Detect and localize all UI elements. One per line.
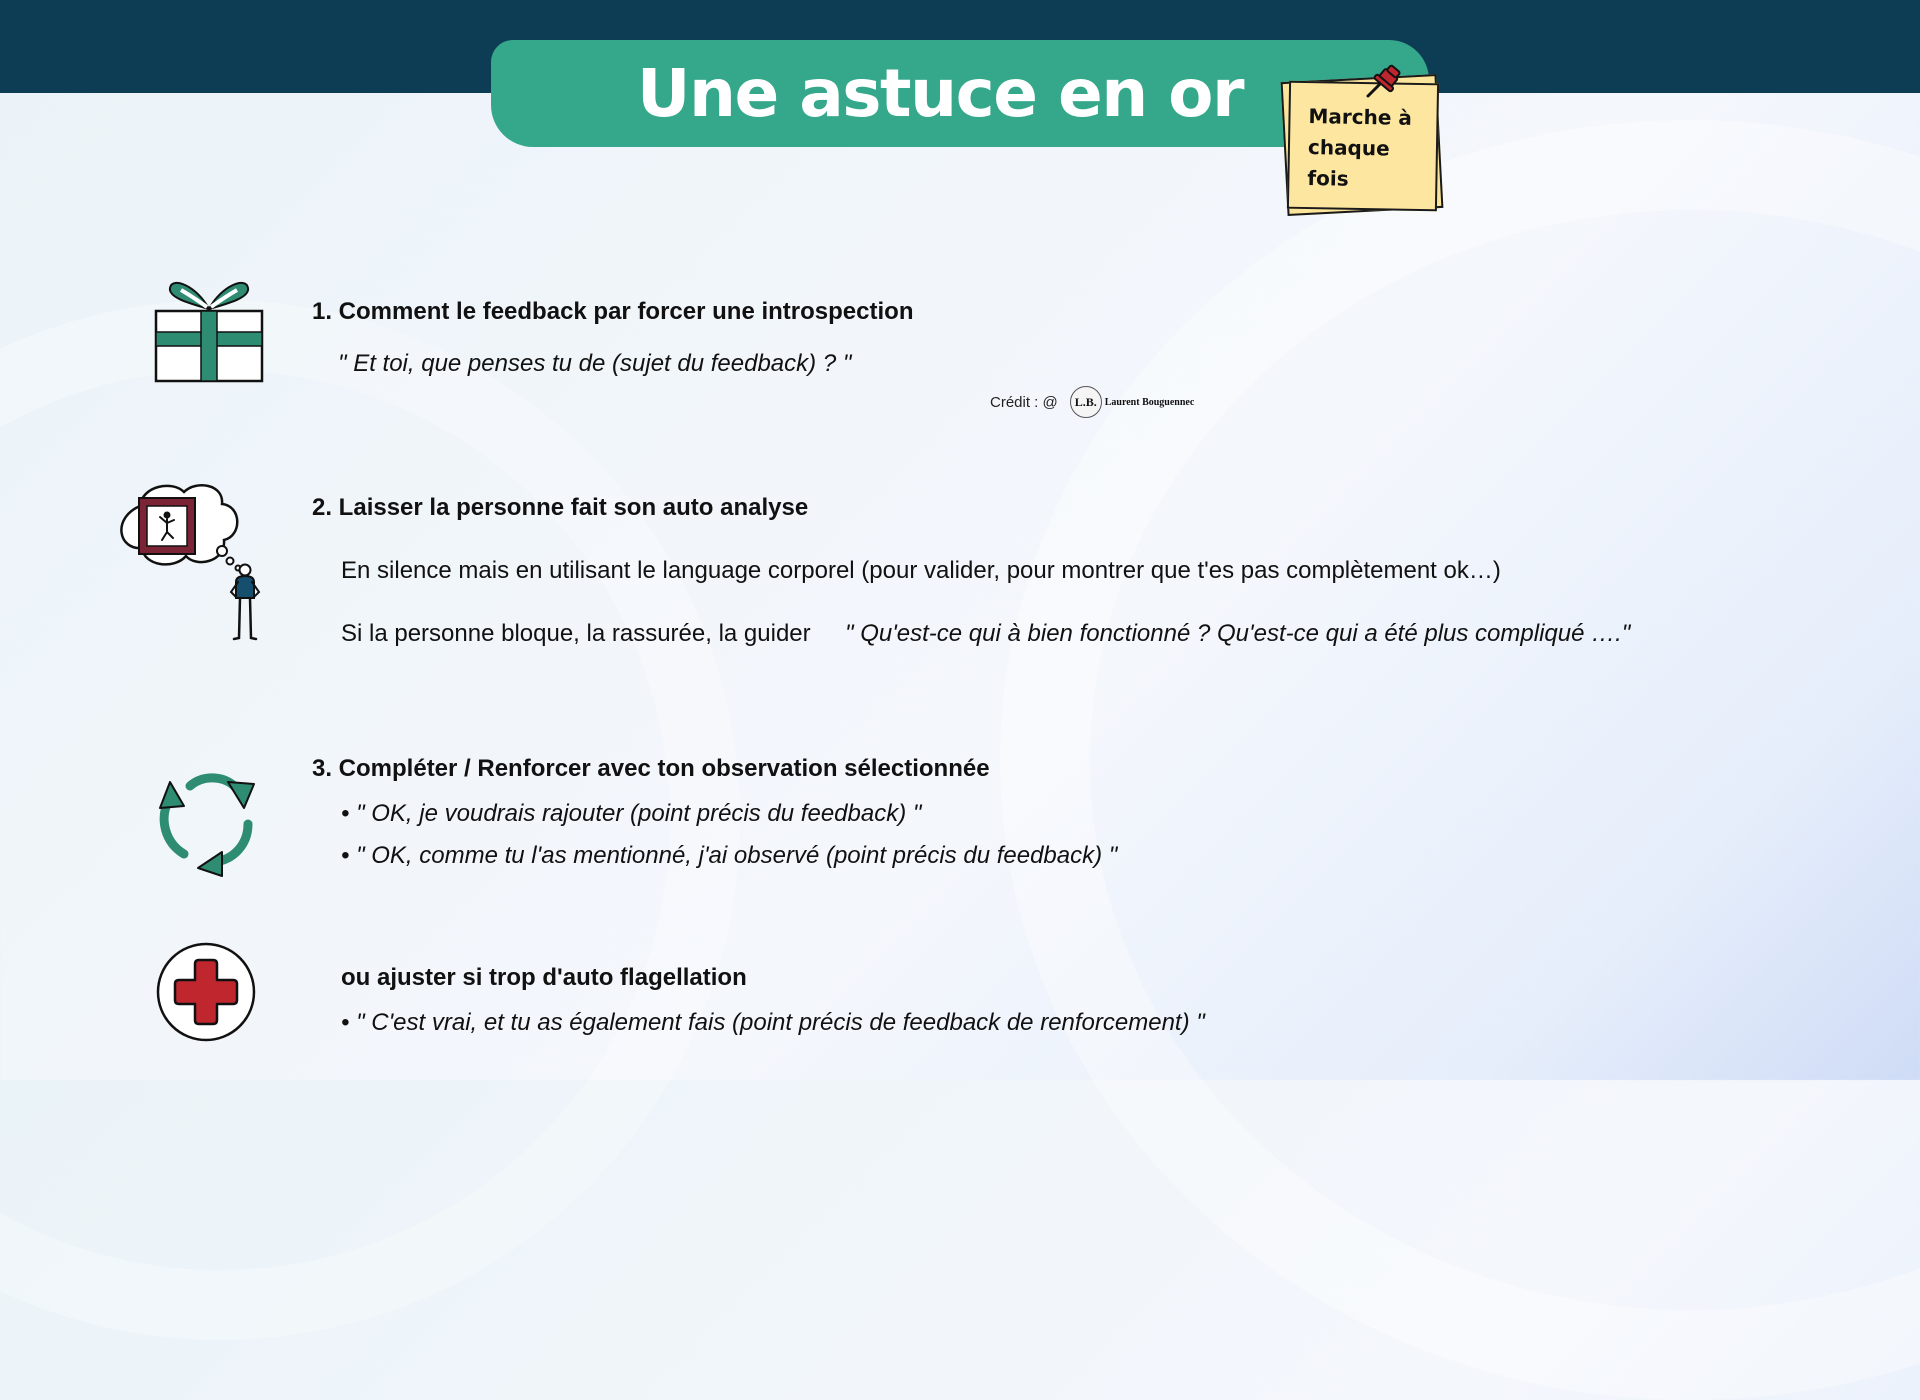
medical-cross-icon xyxy=(153,942,259,1042)
push-pin-icon xyxy=(1358,60,1408,110)
sticky-note-line: Marche à xyxy=(1308,104,1413,130)
credit-label: Crédit : @ xyxy=(990,393,1058,411)
sticky-note xyxy=(1278,70,1448,225)
section-3-heading: 3. Compléter / Renforcer avec ton observation sélectionnée xyxy=(312,755,990,782)
section-2-line-1: En silence mais en utilisant le language corporel (pour valider, pour montrer que t'es pas complètement ok…) xyxy=(341,557,1501,584)
section-2-line-2: Si la personne bloque, la rassurée, la guider xyxy=(341,620,811,647)
section-2-quote: " Qu'est-ce qui à bien fonctionné ? Qu'est-ce qui a été plus compliqué …." xyxy=(845,620,1631,647)
recycle-arrows-icon xyxy=(156,768,260,878)
section-4-bullet-1: • " C'est vrai, et tu as également fais (point précis de feedback de renforcement) " xyxy=(341,1009,1205,1036)
author-logo: L.B. xyxy=(1070,386,1102,418)
sticky-note-line: chaque xyxy=(1307,135,1390,161)
author-name: Laurent Bouguennec xyxy=(1104,396,1195,408)
section-1-heading: 1. Comment le feedback par forcer une introspection xyxy=(312,298,914,325)
section-4-heading: ou ajuster si trop d'auto flagellation xyxy=(341,964,747,991)
section-3-bullet-1: • " OK, je voudrais rajouter (point précis du feedback) " xyxy=(341,800,922,827)
credit xyxy=(990,384,1194,420)
thought-bubble-person-icon xyxy=(110,478,270,644)
section-3-bullet-2: • " OK, comme tu l'as mentionné, j'ai observé (point précis du feedback) " xyxy=(341,842,1118,869)
sticky-note-line: fois xyxy=(1307,166,1349,191)
section-2-heading: 2. Laisser la personne fait son auto analyse xyxy=(312,494,809,521)
page-title: Une astuce en or xyxy=(636,55,1244,132)
background-swoosh xyxy=(1000,120,1920,1400)
gift-icon xyxy=(152,276,268,384)
section-1-quote: " Et toi, que penses tu de (sujet du feedback) ? " xyxy=(338,350,852,377)
